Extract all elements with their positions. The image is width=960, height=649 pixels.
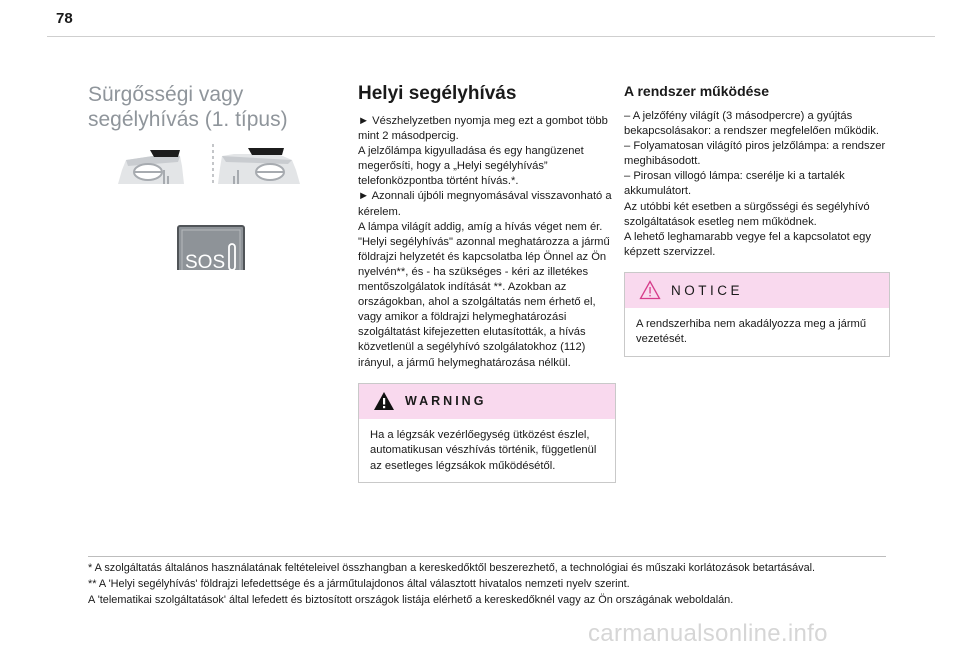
- footnote-item: ** A 'Helyi segélyhívás' földrajzi lefedettsége és a járműtulajdonos által választott hivatalos nemzeti nyelv szerint.: [88, 577, 630, 590]
- notice-title: NOTICE: [671, 282, 744, 298]
- footnote-item: * A szolgáltatás általános használatának feltételeivel összhangban a kereskedőktől beszerezhető, a technológiai és műszaki korlátozások betartásával.: [88, 562, 816, 574]
- overhead-console-illustration: [88, 140, 328, 270]
- warning-box-header: [359, 384, 615, 419]
- warning-triangle-icon: [373, 391, 395, 411]
- system-operation-heading: A rendszer működése: [624, 83, 769, 99]
- warning-text: Ha a légzsák vezérlőegység ütközést észlel, automatikusan vészhívás történik, függetlenül az esetleges légzsákok működésétől.: [370, 428, 597, 472]
- left-column: [88, 82, 328, 132]
- top-divider: [47, 36, 935, 37]
- watermark: carmanualsonline.info: [588, 620, 828, 647]
- sos-label: SOS: [185, 252, 226, 270]
- page-number: 78: [56, 10, 73, 27]
- notice-box-header: [625, 273, 889, 308]
- car-front-left-icon: [118, 150, 184, 184]
- footnote-item: A 'telematikai szolgáltatások' által lefedett és biztosított országok listája elérhető a kereskedőknél vagy az Ön országának weboldalán.: [88, 593, 734, 606]
- car-front-right-icon: [218, 148, 300, 184]
- local-emergency-call-heading: Helyi segélyhívás: [358, 83, 517, 104]
- notice-triangle-icon: [639, 280, 661, 300]
- sos-button-icon: [178, 226, 244, 270]
- footnote-divider: [88, 556, 886, 557]
- footnotes: [88, 561, 928, 608]
- system-operation-text: – A jelzőfény világít (3 másodpercre) a gyújtás bekapcsolásakor: a rendszer megfelelően működik. – Folyamatosan világító piros jelzőlámpa: a rendszer meghibásodott. – Pirosan villogó lámpa: cserélje ki a tartalék akkumulátort. Az utóbbi két esetben a sürgősségi és segélyhívó szolgáltatások esetleg nem működnek. A lehető leghamarabb vegye fel a kapcsolatot egy képzett szervizzel.: [624, 110, 886, 258]
- warning-title: WARNING: [405, 394, 487, 409]
- middle-column: [358, 82, 616, 483]
- right-column: [624, 82, 890, 357]
- notice-text: A rendszerhiba nem akadályozza meg a jármű vezetését.: [636, 317, 867, 346]
- warning-box: [358, 383, 616, 484]
- section-title: Sürgősségi vagy segélyhívás (1. típus): [88, 83, 288, 131]
- notice-box: [624, 272, 890, 357]
- local-emergency-call-text: ► Vészhelyzetben nyomja meg ezt a gombot több mint 2 másodpercig. A jelzőlámpa kigyulladása és egy hangüzenet megerősíti, hogy a „Helyi segélyhívás” telefonközpontba történt hívás.*. ► Azonnali újbóli megnyomásával visszavonható a kérelem. A lámpa világít addig, amíg a hívás véget nem ér. "Helyi segélyhívás" azonnal meghatározza a jármű földrajzi helyzetét és kapcsolatba lép Önnel az Ön nyelvén**, és - ha szükséges - kéri az illetékes mentőszolgálatok indítását **. Azokban az országokban, ahol a szolgáltatás nem érhető el, vagy amikor a földrajzi helymeghatározási szolgáltatást kifejezetten elutasították, a hívás közvetlenül a segélyhívó szolgálatokhoz (112) irányul, a jármű helymeghatározása nélkül.: [358, 115, 612, 369]
